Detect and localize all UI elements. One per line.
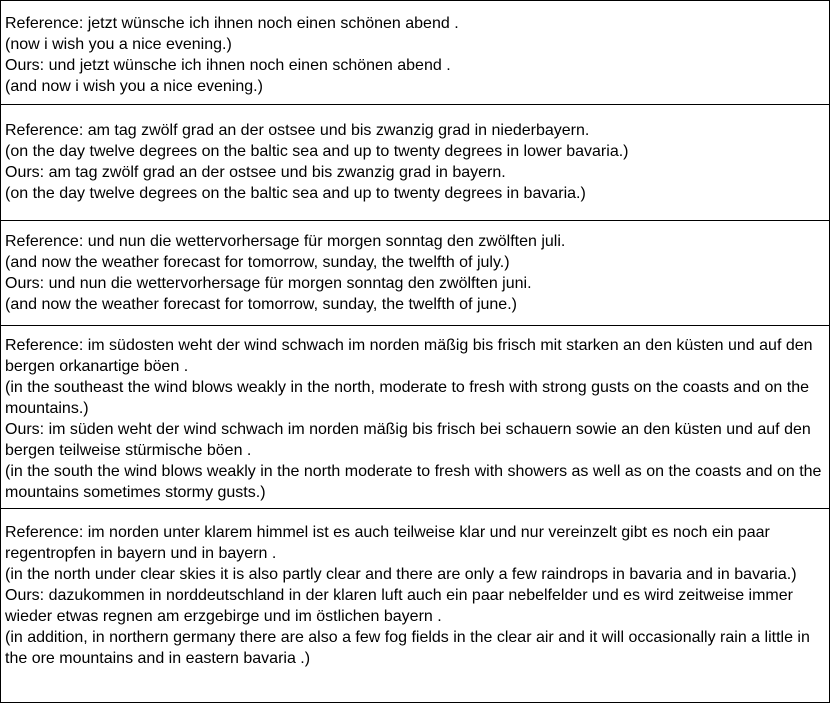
reference-translation: (on the day twelve degrees on the baltic sea and up to twenty degrees in lower bavaria.) (5, 143, 629, 160)
ours-text: Ours: dazukommen in norddeutschland in der klaren luft auch ein paar nebelfelder und es wird zeitweise immer wieder etwas regnen am erzgebirge und im östlichen bayern . (5, 587, 793, 625)
reference-text: Reference: und nun die wettervorhersage für morgen sonntag den zwölften juli. (5, 233, 566, 250)
reference-text: Reference: am tag zwölf grad an der ostsee und bis zwanzig grad in niederbayern. (5, 122, 590, 139)
ours-translation: (in the south the wind blows weakly in the north moderate to fresh with showers as well as on the coasts and on the mountains sometimes stormy gusts.) (5, 463, 822, 501)
reference-text: Reference: im norden unter klarem himmel ist es auch teilweise klar und nur vereinzelt gibt es noch ein paar regentropfen in bayern und in bayern . (5, 524, 770, 562)
ours-text: Ours: im süden weht der wind schwach im norden mäßig bis frisch bei schauern sowie an den küsten und auf den bergen teilweise stürmische böen . (5, 421, 811, 459)
ours-translation: (in addition, in northern germany there are also a few fog fields in the clear air and it will occasionally rain a little in the ore mountains and in eastern bavaria .) (5, 629, 810, 667)
ours-text: Ours: am tag zwölf grad an der ostsee und bis zwanzig grad in bayern. (5, 164, 506, 181)
ours-translation: (and now i wish you a nice evening.) (5, 78, 263, 95)
ours-text: Ours: und nun die wettervorhersage für morgen sonntag den zwölften juni. (5, 275, 532, 292)
table-row (1, 105, 829, 221)
table-row (1, 221, 829, 326)
ours-text: Ours: und jetzt wünsche ich ihnen noch einen schönen abend . (5, 57, 451, 74)
reference-translation: (now i wish you a nice evening.) (5, 36, 232, 53)
reference-translation: (in the north under clear skies it is also partly clear and there are only a few raindrops in bavaria and in bavaria.) (5, 566, 797, 583)
table-row (1, 509, 829, 704)
ours-translation: (and now the weather forecast for tomorrow, sunday, the twelfth of june.) (5, 296, 517, 313)
ours-translation: (on the day twelve degrees on the baltic sea and up to twenty degrees in bavaria.) (5, 185, 586, 202)
table-row (1, 326, 829, 509)
reference-translation: (in the southeast the wind blows weakly in the north, moderate to fresh with strong gusts on the coasts and on the mountains.) (5, 379, 810, 417)
reference-translation: (and now the weather forecast for tomorrow, sunday, the twelfth of july.) (5, 254, 510, 271)
reference-text: Reference: jetzt wünsche ich ihnen noch einen schönen abend . (5, 15, 459, 32)
reference-text: Reference: im südosten weht der wind schwach im norden mäßig bis frisch mit starken an den küsten und auf den bergen orkanartige böen . (5, 337, 813, 375)
table-row (1, 1, 829, 105)
